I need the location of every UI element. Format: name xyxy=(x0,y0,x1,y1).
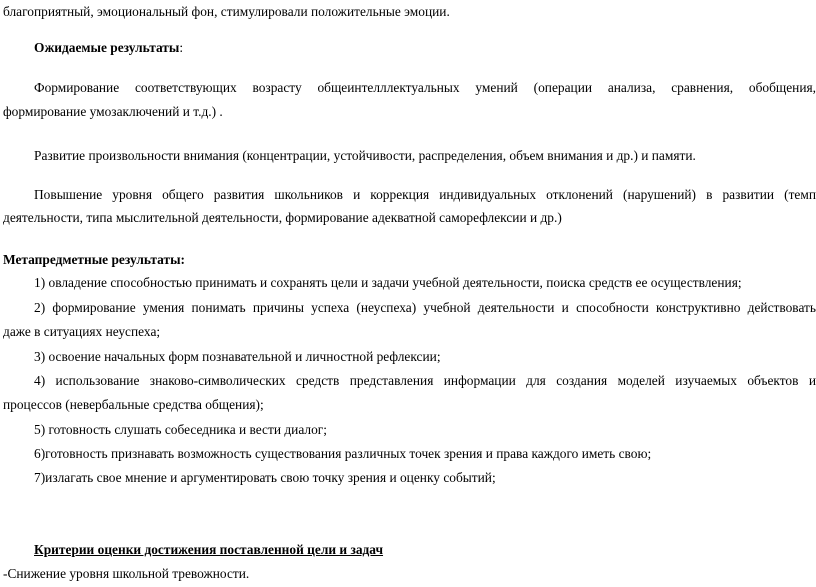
intro-line: благоприятный, эмоциональный фон, стимулировали положительные эмоции. xyxy=(3,4,450,19)
expected-results-heading-colon: : xyxy=(179,40,184,55)
meta-item-4-line2: процессов (невербальные средства общения); xyxy=(3,397,264,412)
expected-p1-line1: Формирование соответствующих возрасту общеинтелллектуальных умений (операции анализа, сравнения, обобщения, xyxy=(34,80,816,95)
meta-item-4-line1: 4) использование знаково-символических средств представления информации для создания моделей изучаемых объектов и xyxy=(34,373,816,388)
expected-p3-line1: Повышение уровня общего развития школьников и коррекция индивидуальных отклонений (нарушений) в развитии (темп xyxy=(34,187,816,202)
meta-item-6: 6)готовность признавать возможность существования различных точек зрения и права каждого иметь свою; xyxy=(34,446,652,461)
expected-p3-line2: деятельности, типа мыслительной деятельности, формирование адекватной саморефлексии и др.) xyxy=(3,210,562,225)
meta-item-2-line1: 2) формирование умения понимать причины успеха (неуспеха) учебной деятельности и способности конструктивно действовать xyxy=(34,300,816,315)
meta-item-2-line2: даже в ситуациях неуспеха; xyxy=(3,324,161,339)
meta-item-5: 5) готовность слушать собеседника и вести диалог; xyxy=(34,422,327,437)
meta-item-1: 1) овладение способностью принимать и сохранять цели и задачи учебной деятельности, поиска средств ее осуществления; xyxy=(34,275,742,290)
expected-p2: Развитие произвольности внимания (концентрации, устойчивости, распределения, объем внимания и др.) и памяти. xyxy=(34,148,696,163)
criteria-heading: Критерии оценки достижения поставленной цели и задач xyxy=(34,542,384,557)
meta-item-3: 3) освоение начальных форм познавательной и личностной рефлексии; xyxy=(34,349,441,364)
expected-p1-line2: формирование умозаключений и т.д.) . xyxy=(3,104,223,119)
meta-results-heading: Метапредметные результаты: xyxy=(3,252,185,267)
expected-results-heading-text: Ожидаемые результаты xyxy=(34,40,180,55)
meta-item-7: 7)излагать свое мнение и аргументировать свою точку зрения и оценку событий; xyxy=(34,470,496,485)
criteria-item-1: -Снижение уровня школьной тревожности. xyxy=(3,566,250,581)
expected-results-heading xyxy=(34,40,183,56)
